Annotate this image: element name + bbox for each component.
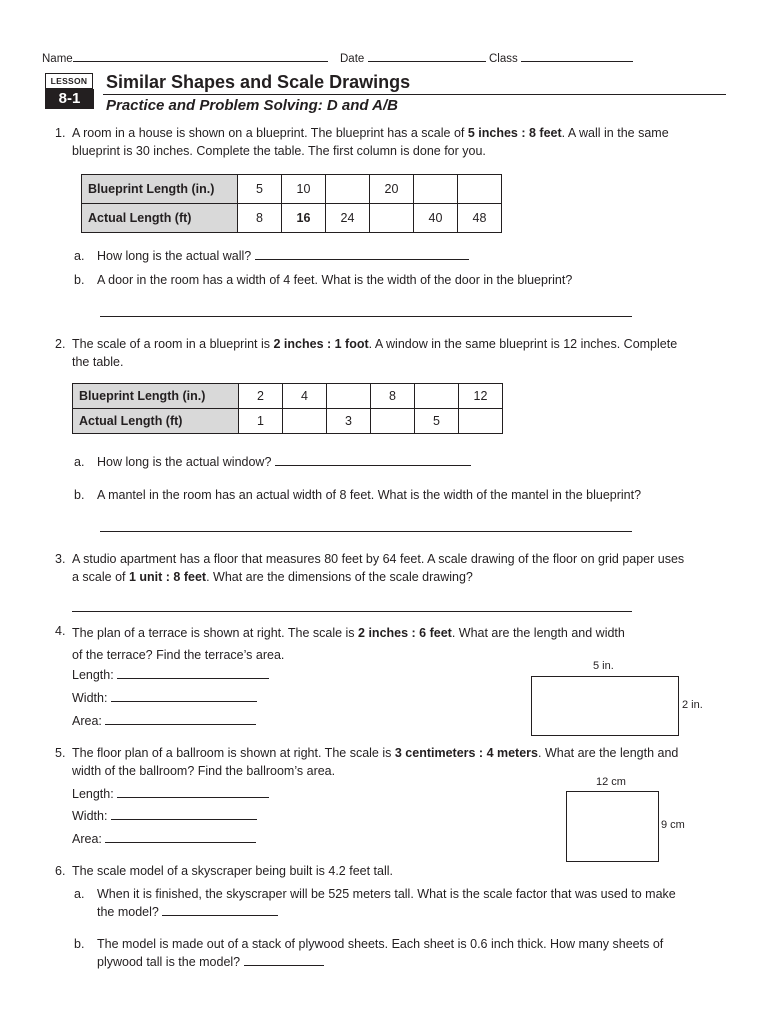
q1-cell[interactable] [414,175,458,204]
date-label: Date [340,53,365,65]
q5-width-blank[interactable] [111,807,257,820]
q6a-text-2: the model? [97,905,159,919]
q6a-answer-blank[interactable] [162,903,278,916]
q1a [97,247,469,265]
q1a-label: a. [74,249,85,263]
ballroom-height-label: 9 cm [661,819,685,831]
q3-text-a: A studio apartment has a floor that measures 80 feet by 64 feet. A scale drawing of the floor on grid paper uses [72,552,685,566]
q2-scale: 2 inches : 1 foot [273,337,369,351]
q1-table-row-actual [82,204,502,233]
q2a-text: How long is the actual window? [97,455,272,469]
q2-row2-label: Actual Length (ft) [73,409,239,434]
q2a [97,453,471,471]
q5-prompt [72,744,732,780]
q4-area-blank[interactable] [105,712,256,725]
q4-area-label: Area: [72,714,102,728]
q2-cell[interactable]: 2 [239,384,283,409]
q1-number: 1. [55,126,66,140]
q2-cell[interactable]: 8 [371,384,415,409]
q1-row2-label: Actual Length (ft) [82,204,238,233]
q5-width [72,807,257,825]
q2-cell[interactable] [371,409,415,434]
q2-cell[interactable]: 12 [459,384,503,409]
q1-cell[interactable]: 10 [282,175,326,204]
q1-cell[interactable]: 40 [414,204,458,233]
q4-length [72,666,269,684]
q4-width-blank[interactable] [111,689,257,702]
page-title: Similar Shapes and Scale Drawings [106,72,411,92]
q1-cell[interactable] [326,175,370,204]
q6-number: 6. [55,864,66,878]
q1-table [81,174,502,233]
q1-table-row-blueprint [82,175,502,204]
q5-area-blank[interactable] [105,830,256,843]
q4-text-a: The plan of a terrace is shown at right. The scale is [72,626,359,640]
q2-cell[interactable] [283,409,327,434]
q4-text-b: . What are the length and width [451,626,625,640]
lesson-number: 8-1 [45,89,94,109]
q3-answer-line[interactable] [72,611,632,612]
q6a-text-1: When it is finished, the skyscraper will be 525 meters tall. What is the scale factor that was used to make [97,887,676,901]
q1b-label: b. [74,273,85,287]
q2-prompt [72,335,732,371]
q5-scale: 3 centimeters : 4 meters [394,746,538,760]
q2-table [72,383,503,434]
q4-area [72,712,256,730]
q1-cell[interactable]: 20 [370,175,414,204]
q6b-label: b. [74,937,85,951]
q4-width-label: Width: [72,691,108,705]
q4-width [72,689,257,707]
q2-cell[interactable] [415,384,459,409]
q1-row1-label: Blueprint Length (in.) [82,175,238,204]
q5-text-c: width of the ballroom? Find the ballroom’s area. [72,764,336,778]
q2a-answer-blank[interactable] [275,453,471,466]
terrace-height-label: 2 in. [682,699,703,711]
terrace-rectangle [531,676,679,736]
q4-length-label: Length: [72,668,114,682]
q4-scale: 2 inches : 6 feet [358,626,452,640]
q2b-answer-line[interactable] [100,531,632,532]
ballroom-rectangle [566,791,659,862]
date-field[interactable] [340,49,486,65]
q1-text-b: . A wall in the same [561,126,669,140]
q2-cell[interactable] [327,384,371,409]
q2-cell[interactable] [459,409,503,434]
q2-cell[interactable]: 3 [327,409,371,434]
class-blank[interactable] [521,49,633,62]
q1-cell[interactable] [458,175,502,204]
q3-text-c: . What are the dimensions of the scale drawing? [206,570,473,584]
terrace-width-label: 5 in. [593,660,614,672]
q6a-label: a. [74,887,85,901]
q3-text-b: a scale of [72,570,129,584]
q2-text-c: the table. [72,355,124,369]
lesson-label: LESSON [45,73,93,89]
q5-text-b: . What are the length and [538,746,679,760]
q2-cell[interactable]: 4 [283,384,327,409]
q1a-text: How long is the actual wall? [97,249,252,263]
q2-table-row-blueprint [73,384,503,409]
q1-cell[interactable]: 16 [282,204,326,233]
name-label: Name [42,53,73,65]
q6b-text-2: plywood tall is the model? [97,955,241,969]
q5-number: 5. [55,746,66,760]
q1b-answer-line[interactable] [100,316,632,317]
q2b-label: b. [74,488,85,502]
q2-cell[interactable]: 5 [415,409,459,434]
q2-cell[interactable]: 1 [239,409,283,434]
q6b [97,935,737,971]
q2-text-b: . A window in the same blueprint is 12 inches. Complete [368,337,678,351]
q1-scale: 5 inches : 8 feet [467,126,562,140]
date-blank[interactable] [368,49,486,62]
q4-length-blank[interactable] [117,666,269,679]
q2-row1-label: Blueprint Length (in.) [73,384,239,409]
q3-scale: 1 unit : 8 feet [128,570,207,584]
q6b-text-1: The model is made out of a stack of plywood sheets. Each sheet is 0.6 inch thick. How many sheets of [97,937,664,951]
q5-width-label: Width: [72,809,108,823]
q1-cell[interactable]: 8 [238,204,282,233]
q2-number: 2. [55,337,66,351]
q6-text: The scale model of a skyscraper being built is 4.2 feet tall. [72,864,393,878]
q1b-text: A door in the room has a width of 4 feet. What is the width of the door in the blueprint? [97,273,573,287]
q6b-answer-blank[interactable] [244,953,324,966]
q1-cell[interactable]: 24 [326,204,370,233]
name-field[interactable] [42,49,328,65]
page-subtitle: Practice and Problem Solving: D and A/B [106,97,399,114]
title-divider [103,94,726,95]
q5-length-label: Length: [72,787,114,801]
name-blank[interactable] [73,49,328,62]
q3-prompt [72,550,742,586]
q5-length [72,785,269,803]
q2-text-a: The scale of a room in a blueprint is [72,337,274,351]
q4-number: 4. [55,624,66,638]
class-field[interactable] [489,49,633,65]
q1-text-c: blueprint is 30 inches. Complete the table. The first column is done for you. [72,144,486,158]
q3-number: 3. [55,552,66,566]
q1-cell[interactable]: 48 [458,204,502,233]
q6a [97,885,737,921]
q2a-label: a. [74,455,85,469]
q5-area [72,830,256,848]
q1a-answer-blank[interactable] [255,247,469,260]
ballroom-width-label: 12 cm [596,776,626,788]
q2b-text: A mantel in the room has an actual width of 8 feet. What is the width of the mantel in the blueprint? [97,488,642,502]
q2-table-row-actual [73,409,503,434]
q4-text-c: of the terrace? Find the terrace’s area. [72,648,285,662]
q5-text-a: The floor plan of a ballroom is shown at right. The scale is [72,746,395,760]
q5-length-blank[interactable] [117,785,269,798]
q5-area-label: Area: [72,832,102,846]
q1-prompt [72,124,722,160]
q1-cell[interactable]: 5 [238,175,282,204]
q4-prompt [72,622,722,666]
class-label: Class [489,53,518,65]
q1-cell[interactable] [370,204,414,233]
q1-text-a: A room in a house is shown on a blueprint. The blueprint has a scale of [72,126,468,140]
